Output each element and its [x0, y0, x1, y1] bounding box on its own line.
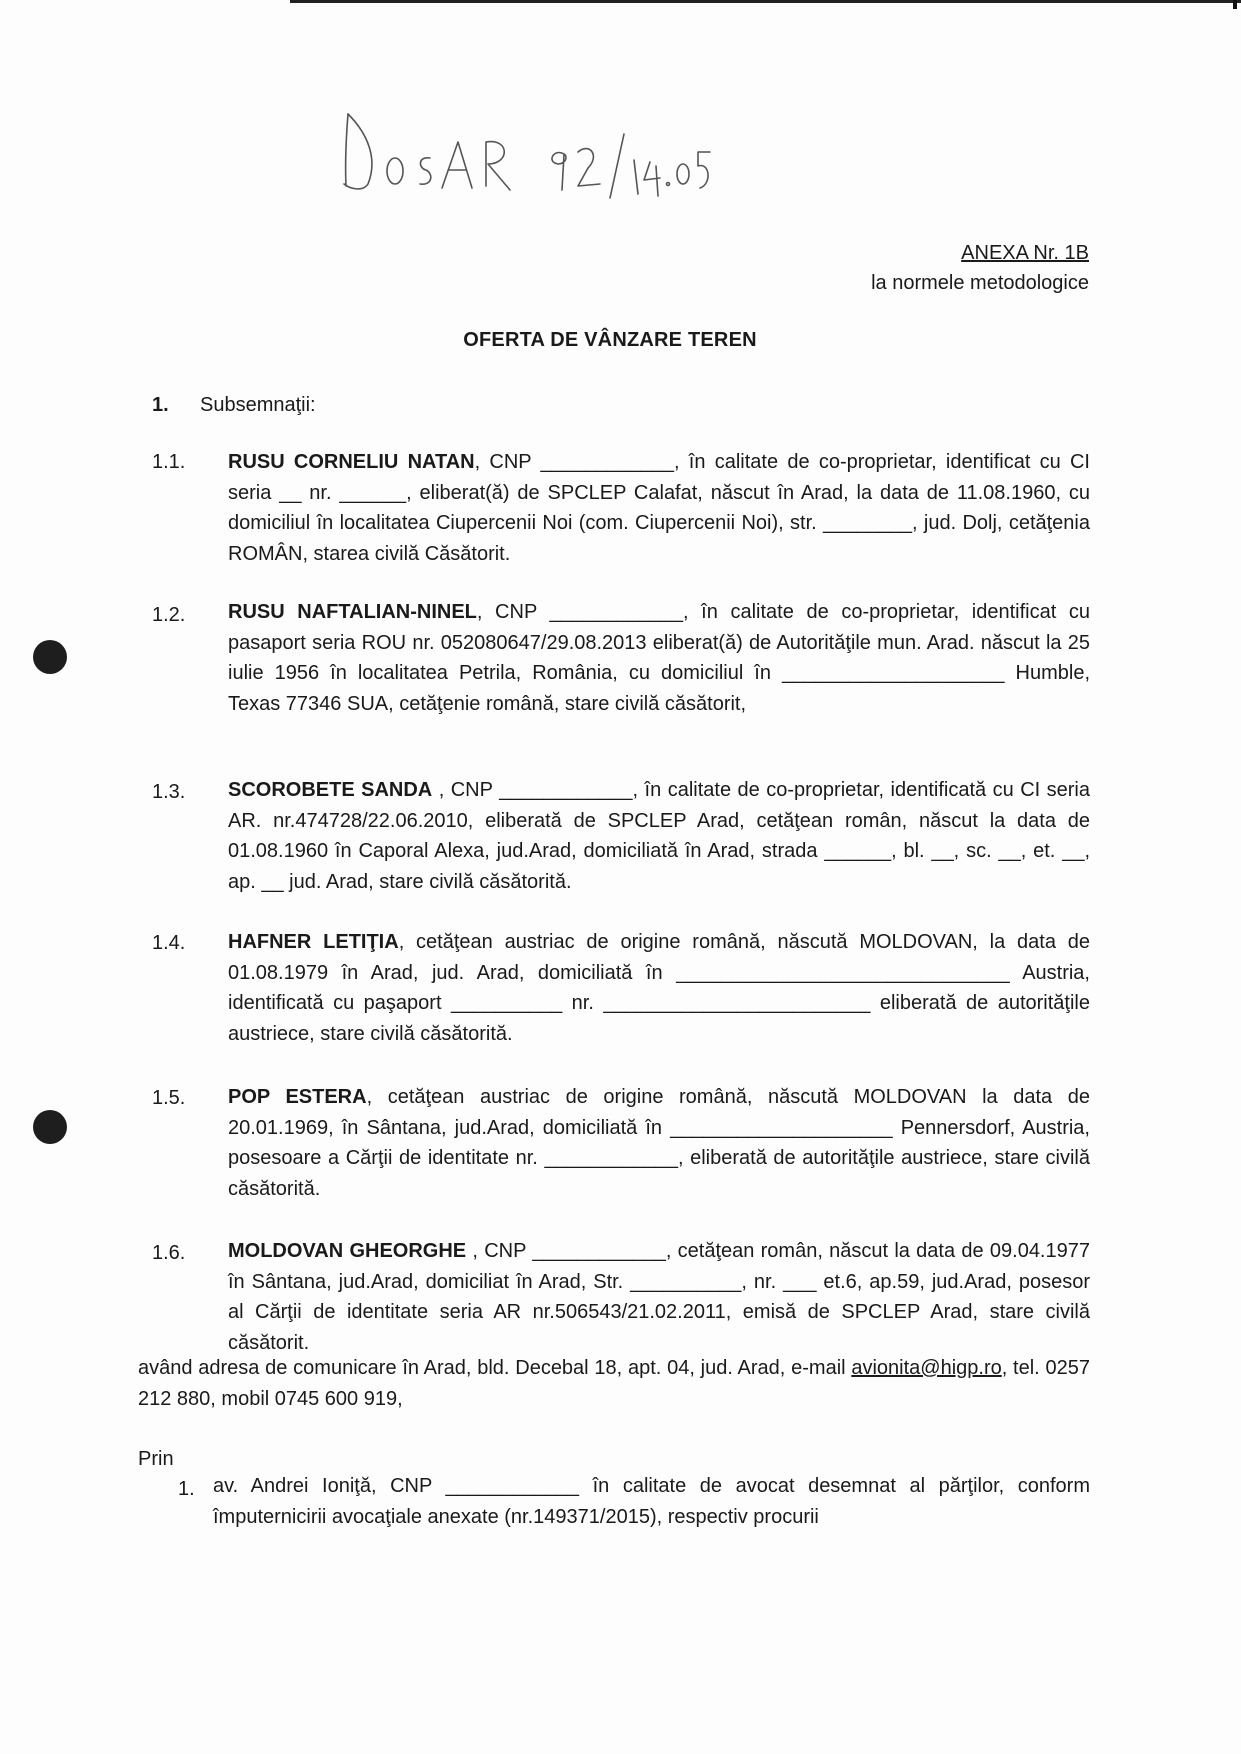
party-paragraph	[228, 447, 1090, 569]
item-number: 1.6.	[152, 1242, 186, 1264]
party-details: , CNP ____________, în calitate de co-proprietar, identificat cu pasaport seria ROU nr. 052080647/29.08.2013 eliberat(ă) de Autorităţile mun. Arad. născut la 25 iulie 1956 în localitatea Petrila, România, cu domiciliul în ____________________ Humble, Texas 77346 SUA, cetăţenie română, stare civilă căsătorit,	[228, 601, 1090, 715]
party-paragraph	[228, 775, 1090, 897]
party-details: , cetăţean austriac de origine română, născută MOLDOVAN la data de 20.01.1969, în Sântana, jud.Arad, domiciliată în ____________________ Pennersdorf, Austria, posesoare a Cărţii de identitate nr. ____________, eliberată de autorităţile austriece, stare civilă căsătorită.	[228, 1086, 1090, 1200]
punch-hole-bottom	[33, 1110, 67, 1144]
annex-subtitle: la normele metodologice	[871, 272, 1089, 294]
section-number: 1.	[152, 394, 169, 416]
address-contact: , tel. 0257 212 880, mobil 0745 600 919,	[138, 1357, 1090, 1410]
party-details: , cetăţean austriac de origine română, născută MOLDOVAN, la data de 01.08.1979 în Arad, jud. Arad, domiciliată în ______________________________ Austria, identificată cu paşaport __________ nr. ________________________ eliberată de autorităţile austriece, stare civilă căsătorită.	[228, 931, 1091, 1045]
annex-number: ANEXA Nr. 1B	[961, 242, 1089, 264]
party-details: , CNP ____________, cetăţean român, născut la data de 09.04.1977 în Sântana, jud.Arad, domiciliat în Arad, Str. __________, nr. ___ et.6, ap.59, jud.Arad, posesor al Cărţii de identitate seria AR nr.506543/21.02.2011, emisă de SPCLEP Arad, stare civilă căsătorit.	[228, 1240, 1090, 1354]
document-title: OFERTA DE VÂNZARE TEREN	[463, 329, 757, 351]
party-name: RUSU CORNELIU NATAN	[228, 451, 475, 473]
lawyer-paragraph: av. Andrei Ioniţă, CNP ____________ în calitate de avocat desemnat al părţilor, conform împuternicirii avocaţiale anexate (nr.149371/2015), respectiv procurii	[213, 1475, 1090, 1528]
punch-hole-top	[33, 640, 67, 674]
party-name: RUSU NAFTALIAN-NINEL	[228, 601, 477, 623]
party-paragraph	[228, 927, 1090, 1049]
prin-label: Prin	[138, 1448, 174, 1470]
section-label: Subsemnaţii:	[200, 394, 316, 416]
party-paragraph	[228, 597, 1090, 719]
item-number: 1.4.	[152, 932, 186, 954]
item-number: 1.2.	[152, 604, 186, 626]
lawyer-number: 1.	[178, 1478, 195, 1500]
address-text: având adresa de comunicare în Arad, bld. Decebal 18, apt. 04, jud. Arad, e-mail	[138, 1357, 852, 1379]
party-name: MOLDOVAN GHEORGHE	[228, 1240, 467, 1262]
scan-corner-mark	[1233, 0, 1237, 9]
party-name: POP ESTERA	[228, 1086, 367, 1108]
annex-reference	[871, 238, 1089, 298]
party-details: , CNP ____________, în calitate de co-proprietar, identificat cu CI seria __ nr. ______, eliberat(ă) de SPCLEP Calafat, născut în Arad, la data de 11.08.1960, cu domiciliul în localitatea Ciupercenii Noi (com. Ciupercenii Noi), str. ________, jud. Dolj, cetăţenia ROMÂN, starea civilă Căsătorit.	[228, 451, 1090, 565]
scan-top-border	[290, 0, 1241, 3]
item-number: 1.1.	[152, 451, 186, 473]
party-details: , CNP ____________, în calitate de co-proprietar, identificată cu CI seria AR. nr.474728/22.06.2010, eliberată de SPCLEP Arad, cetăţean român, născut la data de 01.08.1960 în Caporal Alexa, jud.Arad, domiciliată în Arad, strada ______, bl. __, sc. __, et. __, ap. __ jud. Arad, stare civilă căsătorită.	[228, 779, 1090, 893]
party-paragraph	[228, 1236, 1090, 1358]
item-number: 1.3.	[152, 781, 186, 803]
email-link[interactable]: avionita@higp.ro	[851, 1357, 1002, 1379]
party-name: HAFNER LETIŢIA	[228, 931, 399, 953]
item-number: 1.5.	[152, 1087, 186, 1109]
party-name: SCOROBETE SANDA	[228, 779, 433, 801]
handwritten-note	[338, 104, 718, 204]
party-paragraph	[228, 1082, 1090, 1204]
communication-address	[138, 1353, 1090, 1414]
